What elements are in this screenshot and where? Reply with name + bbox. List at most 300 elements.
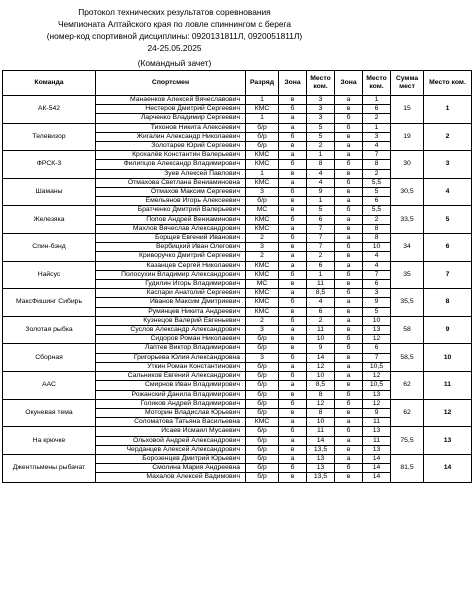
place-day-1: 14 [307,436,335,445]
team-place: 2 [424,123,472,151]
zone-day-2: а [335,96,363,105]
protocol-page [0,6,475,606]
place-day-1: 10 [307,418,335,427]
zone-day-1: в [279,344,307,353]
zone-day-2: б [335,270,363,279]
zone-day-1: б [279,316,307,325]
team-name: Спин-бэнд [3,234,96,262]
zone-day-1: а [279,289,307,298]
table-row [3,399,472,408]
athlete-rank: б/р [246,372,279,381]
place-day-2: 3 [363,132,391,141]
team-sum: 58,5 [391,344,424,372]
table-row [3,234,472,243]
athlete-name: Отмахов Максим Сергеевич [96,188,246,197]
team-place: 7 [424,261,472,289]
place-day-1: 3 [307,114,335,123]
place-day-1: 8 [307,408,335,417]
team-place: 10 [424,344,472,372]
zone-day-1: б [279,188,307,197]
place-day-1: 10 [307,372,335,381]
place-day-1: 5 [307,123,335,132]
athlete-rank: б/р [246,381,279,390]
place-day-2: 12 [363,372,391,381]
athlete-name: Черданцев Алексей Александрович [96,445,246,454]
zone-day-2: б [335,335,363,344]
athlete-rank: 1 [246,169,279,178]
team-sum: 33,5 [391,206,424,234]
place-day-2: 9 [363,408,391,417]
place-day-1: 9 [307,188,335,197]
place-day-2: 6 [363,197,391,206]
place-day-1: 10 [307,335,335,344]
athlete-rank: б/р [246,335,279,344]
team-sum: 34 [391,234,424,262]
zone-day-1: б [279,105,307,114]
place-day-1: 8,5 [307,289,335,298]
place-day-1: 2 [307,142,335,151]
athlete-name: Сидоров Роман Николаевич [96,335,246,344]
zone-day-2: а [335,197,363,206]
zone-day-1: а [279,114,307,123]
zone-day-2: б [335,289,363,298]
zone-day-1: а [279,123,307,132]
athlete-name: Моторин Владислав Юрьевич [96,408,246,417]
table-row [3,427,472,436]
zone-day-2: б [335,114,363,123]
zone-day-2: б [335,243,363,252]
col-header-zone-2: Зона [335,71,363,96]
place-day-1: 8,5 [307,381,335,390]
zone-day-2: а [335,234,363,243]
table-header-row [3,71,472,96]
table-row [3,178,472,187]
team-place: 1 [424,96,472,124]
place-day-2: 10,5 [363,381,391,390]
team-name: На крючке [3,427,96,455]
zone-day-2: б [335,178,363,187]
place-day-1: 4 [307,298,335,307]
place-day-1: 11 [307,280,335,289]
zone-day-1: в [279,473,307,482]
place-day-2: 8 [363,160,391,169]
athlete-rank: 1 [246,114,279,123]
athlete-name: Ольховой Андрей Александрович [96,436,246,445]
athlete-name: Борозенцев Дмитрий Юрьевич [96,454,246,463]
team-sum: 62 [391,399,424,427]
zone-day-1: б [279,215,307,224]
place-day-2: 13 [363,445,391,454]
place-day-2: 13 [363,427,391,436]
table-row [3,316,472,325]
athlete-name: Гудилин Игорь Владимирович [96,280,246,289]
athlete-rank: КМС [246,151,279,160]
zone-day-1: а [279,178,307,187]
zone-day-2: а [335,372,363,381]
place-day-1: 1 [307,197,335,206]
athlete-rank: б/р [246,464,279,473]
zone-day-1: б [279,464,307,473]
results-body [3,96,472,483]
place-day-2: 11 [363,418,391,427]
athlete-rank: КМС [246,418,279,427]
athlete-name: Полосухин Владимир Александрович [96,270,246,279]
zone-day-1: б [279,132,307,141]
zone-day-2: а [335,454,363,463]
athlete-name: Рожанский Данила Владимирович [96,390,246,399]
place-day-1: 9 [307,344,335,353]
zone-day-1: б [279,270,307,279]
athlete-name: Криворучко Дмитрий Сергеевич [96,252,246,261]
zone-day-2: б [335,123,363,132]
place-day-1: 2 [307,252,335,261]
athlete-rank: КМС [246,307,279,316]
athlete-rank: КМС [246,178,279,187]
zone-day-2: в [335,132,363,141]
zone-day-2: б [335,390,363,399]
place-day-2: 6 [363,344,391,353]
zone-day-2: а [335,151,363,160]
place-day-2: 7 [363,270,391,279]
athlete-rank: 3 [246,188,279,197]
athlete-rank: 2 [246,252,279,261]
athlete-name: Румянцев Никита Андреевич [96,307,246,316]
athlete-name: Крохалёв Константин Валерьевич [96,151,246,160]
col-header-athlete: Спортсмен [96,71,246,96]
place-day-2: 8 [363,234,391,243]
place-day-2: 6 [363,105,391,114]
zone-day-1: в [279,243,307,252]
team-place: 14 [424,454,472,482]
place-day-2: 10 [363,316,391,325]
athlete-rank: 3 [246,353,279,362]
team-place: 11 [424,372,472,400]
athlete-rank: 3 [246,326,279,335]
athlete-rank: б/р [246,436,279,445]
place-day-2: 2 [363,169,391,178]
zone-day-2: в [335,169,363,178]
athlete-rank: 2 [246,234,279,243]
zone-day-1: а [279,252,307,261]
athlete-name: Кузнецов Валерий Евгеньевич [96,316,246,325]
protocol-title: Протокол технических результатов соревнования [78,7,271,17]
zone-day-1: а [279,151,307,160]
col-header-place: Место ком. [424,71,472,96]
place-day-1: 1 [307,270,335,279]
zone-day-2: а [335,298,363,307]
athlete-rank: 3 [246,243,279,252]
athlete-rank: б/р [246,362,279,371]
zone-day-2: б [335,344,363,353]
place-day-2: 9 [363,298,391,307]
team-place: 4 [424,178,472,206]
place-day-2: 12 [363,335,391,344]
place-day-2: 13 [363,390,391,399]
athlete-rank: 2 [246,316,279,325]
athlete-name: Братченко Дмитрий Валерьевич [96,206,246,215]
team-place: 8 [424,289,472,317]
place-day-2: 3 [363,289,391,298]
athlete-name: Нестеров Дмитрий Сергеевич [96,105,246,114]
zone-day-1: б [279,234,307,243]
zone-day-1: б [279,298,307,307]
place-day-1: 13 [307,464,335,473]
athlete-rank: б/р [246,197,279,206]
place-day-2: 1 [363,123,391,132]
zone-day-1: а [279,362,307,371]
athlete-name: Исаев Исмаил Мусаевич [96,427,246,436]
athlete-name: Ларченко Владимир Сергеевич [96,114,246,123]
team-name: Шаманы [3,178,96,206]
zone-day-1: в [279,169,307,178]
zone-day-2: б [335,160,363,169]
place-day-2: 14 [363,464,391,473]
team-name: МаксФишинг Сибирь [3,289,96,317]
team-name: Сборная [3,344,96,372]
team-place: 6 [424,234,472,262]
place-day-1: 7 [307,234,335,243]
athlete-rank: б/р [246,132,279,141]
athlete-name: Уткин Роман Константинович [96,362,246,371]
place-day-2: 2 [363,114,391,123]
athlete-name: Казанцев Сергей Николаевич [96,261,246,270]
table-row [3,344,472,353]
place-day-1: 1 [307,151,335,160]
athlete-rank: б/р [246,473,279,482]
zone-day-1: в [279,390,307,399]
athlete-name: Филипцов Александр Владимирович [96,160,246,169]
team-name: Железяка [3,206,96,234]
zone-day-1: в [279,142,307,151]
zone-day-2: в [335,326,363,335]
zone-day-2: а [335,261,363,270]
athlete-rank: б/р [246,142,279,151]
place-day-1: 8 [307,160,335,169]
place-day-2: 7 [363,353,391,362]
place-day-2: 5,5 [363,178,391,187]
athlete-name: Махлов Вячеслав Александрович [96,224,246,233]
place-day-1: 5 [307,206,335,215]
place-day-1: 13,5 [307,445,335,454]
zone-day-2: а [335,418,363,427]
place-day-1: 14 [307,353,335,362]
place-day-1: 8 [307,390,335,399]
place-day-1: 13,5 [307,473,335,482]
zone-day-1: б [279,372,307,381]
place-day-2: 8 [363,224,391,233]
team-place: 5 [424,206,472,234]
athlete-rank: КМС [246,224,279,233]
athlete-name: Манаенков Алексей Вячеславович [96,96,246,105]
athlete-name: Смирнов Иван Владимирович [96,381,246,390]
zone-day-1: а [279,224,307,233]
zone-day-2: а [335,215,363,224]
zone-day-1: а [279,454,307,463]
zone-day-2: в [335,353,363,362]
zone-day-1: а [279,326,307,335]
results-table [2,70,472,483]
place-day-1: 3 [307,96,335,105]
team-sum: 58 [391,316,424,344]
zone-day-2: в [335,280,363,289]
place-day-1: 12 [307,362,335,371]
team-name: ФРСК-3 [3,151,96,179]
athlete-name: Голиков Андрей Владимирович [96,399,246,408]
zone-day-2: в [335,252,363,261]
zone-day-2: б [335,399,363,408]
team-sum: 75,5 [391,427,424,455]
place-day-2: 11 [363,436,391,445]
table-row [3,96,472,105]
athlete-rank: 1 [246,96,279,105]
place-day-1: 2 [307,316,335,325]
place-day-1: 11 [307,427,335,436]
zone-day-1: а [279,436,307,445]
table-row [3,289,472,298]
place-day-2: 13 [363,326,391,335]
athlete-rank: б/р [246,399,279,408]
table-row [3,261,472,270]
team-sum: 81,5 [391,454,424,482]
athlete-name: Суслов Александр Александрович [96,326,246,335]
table-row [3,151,472,160]
place-day-1: 6 [307,215,335,224]
place-day-1: 4 [307,178,335,187]
athlete-rank: КМС [246,215,279,224]
col-header-zone-1: Зона [279,71,307,96]
zone-day-2: в [335,105,363,114]
team-sum: 19 [391,123,424,151]
team-place: 9 [424,316,472,344]
zone-day-2: б [335,206,363,215]
zone-day-2: а [335,436,363,445]
team-name: Телевизор [3,123,96,151]
place-day-2: 4 [363,261,391,270]
zone-day-2: в [335,307,363,316]
athlete-name: Борщев Евгений Иванович [96,234,246,243]
team-name: Найсус [3,261,96,289]
zone-day-1: б [279,427,307,436]
athlete-name: Емельянов Игорь Алексеевич [96,197,246,206]
athlete-rank: б/р [246,344,279,353]
place-day-1: 13 [307,454,335,463]
athlete-name: Махалов Алексей Вадимович [96,473,246,482]
zone-day-1: а [279,418,307,427]
zone-day-2: в [335,473,363,482]
team-name: Окуневая тема [3,399,96,427]
athlete-name: Лаптев Виктор Владимирович [96,344,246,353]
team-sum: 30 [391,151,424,179]
place-day-2: 5 [363,188,391,197]
athlete-rank: б/р [246,390,279,399]
place-day-1: 6 [307,261,335,270]
place-day-2: 10 [363,243,391,252]
zone-day-2: в [335,188,363,197]
place-day-2: 1 [363,96,391,105]
table-row [3,372,472,381]
zone-day-1: в [279,445,307,454]
athlete-name: Соломатова Татьяна Васильевна [96,418,246,427]
place-day-2: 10,5 [363,362,391,371]
zone-day-2: а [335,316,363,325]
athlete-rank: КМС [246,160,279,169]
athlete-name: Каспари Анатолий Сергеевич [96,289,246,298]
col-header-place-2: Место ком. [363,71,391,96]
team-place: 13 [424,427,472,455]
place-day-2: 4 [363,252,391,261]
athlete-rank: МС [246,206,279,215]
place-day-2: 14 [363,473,391,482]
team-name: Золотая рыбка [3,316,96,344]
place-day-1: 6 [307,307,335,316]
place-day-2: 5,5 [363,206,391,215]
athlete-name: Попов Андрей Вениаминович [96,215,246,224]
zone-day-1: в [279,408,307,417]
table-row [3,206,472,215]
table-row [3,454,472,463]
athlete-rank: б/р [246,408,279,417]
athlete-rank: КМС [246,298,279,307]
athlete-name: Золотарев Юрий Сергеевич [96,142,246,151]
place-day-1: 12 [307,399,335,408]
zone-day-1: а [279,381,307,390]
standings-type: (Командный зачет) [137,58,212,68]
zone-day-1: в [279,307,307,316]
team-sum: 15 [391,96,424,124]
athlete-rank: КМС [246,289,279,298]
athlete-name: Смолина Мария Андреевна [96,464,246,473]
place-day-1: 7 [307,243,335,252]
place-day-2: 14 [363,454,391,463]
zone-day-1: в [279,206,307,215]
athlete-name: Жигалин Александр Николаевич [96,132,246,141]
zone-day-1: б [279,399,307,408]
place-day-2: 4 [363,142,391,151]
table-row [3,123,472,132]
zone-day-1: в [279,335,307,344]
place-day-2: 2 [363,215,391,224]
team-name: Джентльмены рыбачат [3,454,96,482]
col-header-team: Команда [3,71,96,96]
athlete-rank: КМС [246,270,279,279]
place-day-1: 4 [307,169,335,178]
team-name: АК-542 [3,96,96,124]
zone-day-1: в [279,96,307,105]
athlete-name: Вербицкий Иван Олегович [96,243,246,252]
place-day-1: 7 [307,224,335,233]
athlete-rank: КМС [246,261,279,270]
athlete-name: Тихонов Никита Алексеевич [96,123,246,132]
athlete-name: Григорьева Юлия Александровна [96,353,246,362]
zone-day-1: б [279,353,307,362]
place-day-2: 6 [363,280,391,289]
athlete-name: Сальников Евгений Александрович [96,372,246,381]
zone-day-1: в [279,197,307,206]
place-day-1: 3 [307,105,335,114]
athlete-rank: КМС [246,105,279,114]
athlete-rank: б/р [246,427,279,436]
zone-day-2: б [335,427,363,436]
discipline-code: (номер-код спортивной дисциплины: 0920131811Л, 0920051811Л) [46,31,303,41]
athlete-rank: б/р [246,445,279,454]
place-day-2: 7 [363,151,391,160]
place-day-2: 5 [363,307,391,316]
col-header-rank: Разряд [246,71,279,96]
zone-day-2: а [335,362,363,371]
athlete-name: Отмахова Светлана Вениаминовна [96,178,246,187]
zone-day-2: в [335,445,363,454]
team-place: 3 [424,151,472,179]
